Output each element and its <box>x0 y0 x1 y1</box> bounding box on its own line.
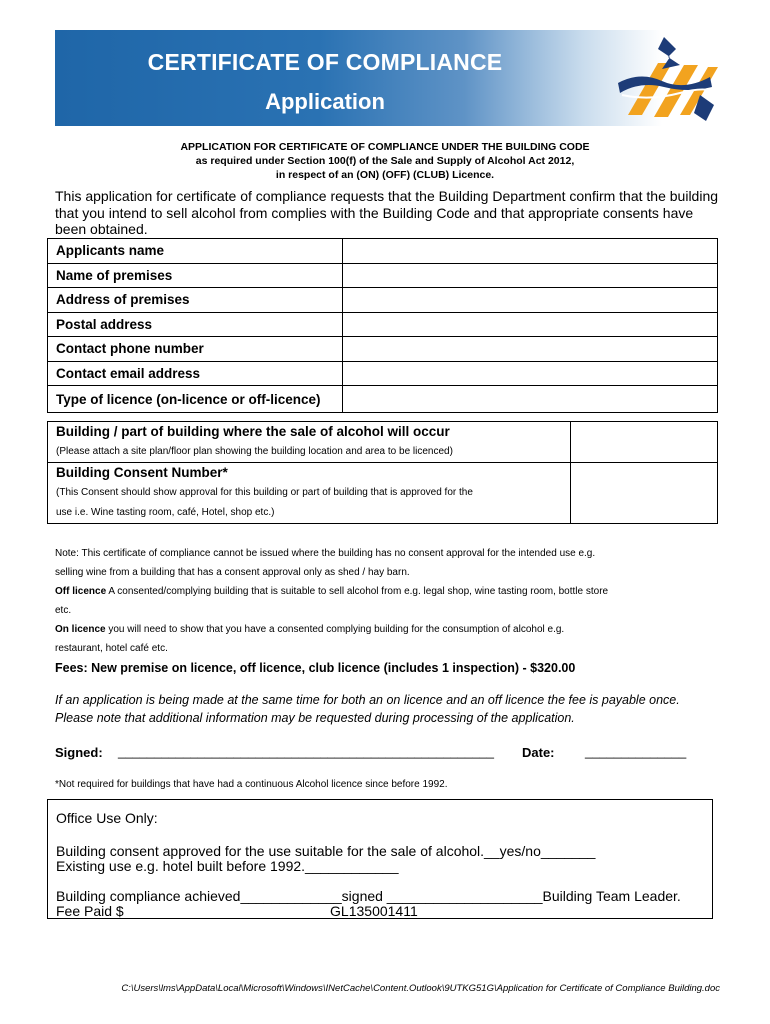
off-licence-label: Off licence <box>55 586 107 597</box>
phone-number-field[interactable] <box>343 337 718 362</box>
table-row <box>48 239 718 264</box>
italic-line-1: If an application is being made at the same time for both an on licence and an off licence the fee is payable once. <box>55 693 680 707</box>
heading-line-2: as required under Section 100(f) of the Sale and Supply of Alcohol Act 2012, <box>195 155 575 167</box>
table-row <box>48 288 718 313</box>
office-existing-use-line: Existing use e.g. hotel built before 1992.____________ <box>56 858 399 874</box>
on-licence-label: On licence <box>55 624 106 635</box>
premises-name-field[interactable] <box>343 263 718 288</box>
building-part-label: Building / part of building where the sale of alcohol will occur <box>56 424 450 439</box>
consent-note-line-2: use i.e. Wine tasting room, café, Hotel, shop etc.) <box>56 507 275 518</box>
banner-subtitle: Application <box>265 89 385 114</box>
heading-line-3: in respect of an (ON) (OFF) (CLUB) Licence. <box>275 169 495 181</box>
building-part-note: (Please attach a site plan/floor plan showing the building location and area to be licenced) <box>56 446 453 457</box>
council-logo-icon <box>610 35 720 125</box>
file-path-footer: C:\Users\lms\AppData\Local\Microsoft\Windows\INetCache\Content.Outlook\9UTKG51G\Application for Certificate of Compliance Building.doc <box>121 983 720 994</box>
field-label: Contact email address <box>48 361 343 386</box>
italic-line-2: Please note that additional information may be requested during processing of the application. <box>55 711 575 725</box>
consent-note-line-1: (This Consent should show approval for this building or part of building that is approved for the <box>56 487 473 498</box>
footnote: *Not required for buildings that have had a continuous Alcohol licence since before 1992. <box>55 779 448 790</box>
premises-address-field[interactable] <box>343 288 718 313</box>
fee-info-italic <box>55 691 725 727</box>
applicant-details-table <box>47 238 718 413</box>
building-part-cell <box>48 422 571 463</box>
building-part-field[interactable] <box>571 422 718 463</box>
table-row <box>48 361 718 386</box>
applicants-name-field[interactable] <box>343 239 718 264</box>
consent-number-field[interactable] <box>571 463 718 524</box>
signature-field[interactable]: ____________________________________________________ <box>118 744 494 759</box>
intro-paragraph: This application for certificate of compliance requests that the Building Department confirm that the building that you intend to sell alcohol from complies with the Building Code and that appropriate consents have been obtained. <box>55 188 719 237</box>
banner-title: CERTIFICATE OF COMPLIANCE <box>147 49 503 75</box>
office-fee-line: Fee Paid $ __________________________GL135001411 <box>56 903 418 919</box>
table-row <box>48 386 718 413</box>
on-licence-text: you will need to show that you have a consented complying building for the consumption of alcohol e.g. <box>105 624 565 635</box>
table-row <box>48 422 718 463</box>
field-label: Postal address <box>48 312 343 337</box>
email-address-field[interactable] <box>343 361 718 386</box>
field-label: Address of premises <box>48 288 343 313</box>
heading-line-1: APPLICATION FOR CERTIFICATE OF COMPLIANCE UNDER THE BUILDING CODE <box>180 141 590 153</box>
off-licence-note <box>55 582 715 601</box>
date-field[interactable]: ______________ <box>585 744 687 759</box>
note-line-2: selling wine from a building that has a consent approval only as shed / hay barn. <box>55 567 410 578</box>
field-label: Type of licence (on-licence or off-licence) <box>48 386 343 413</box>
office-use-title: Office Use Only: <box>56 810 158 826</box>
building-details-table <box>47 421 718 524</box>
note-line-1: Note: This certificate of compliance cannot be issued where the building has no consent approval for the intended use e.g. <box>55 548 596 559</box>
office-use-box <box>47 799 713 919</box>
table-row <box>48 463 718 524</box>
consent-number-label: Building Consent Number* <box>56 465 228 480</box>
note-section <box>55 544 715 658</box>
office-compliance-line: Building compliance achieved_____________signed ____________________Building Team Leader. <box>56 888 681 904</box>
signed-label: Signed: <box>55 745 103 760</box>
field-label: Contact phone number <box>48 337 343 362</box>
date-label: Date: <box>522 745 555 760</box>
fees-text: Fees: New premise on licence, off licence, club licence (includes 1 inspection) - $320.00 <box>55 661 576 675</box>
table-row <box>48 337 718 362</box>
off-licence-text: A consented/complying building that is suitable to sell alcohol from e.g. legal shop, wine tasting room, bottle store <box>106 586 609 597</box>
off-licence-text-2: etc. <box>55 605 72 616</box>
on-licence-text-2: restaurant, hotel café etc. <box>55 643 168 654</box>
table-row <box>48 312 718 337</box>
field-label: Name of premises <box>48 263 343 288</box>
field-label: Applicants name <box>48 239 343 264</box>
form-heading <box>55 140 715 182</box>
on-licence-note <box>55 620 715 639</box>
licence-type-field[interactable] <box>343 386 718 413</box>
table-row <box>48 263 718 288</box>
consent-number-cell <box>48 463 571 524</box>
office-consent-line: Building consent approved for the use suitable for the sale of alcohol.__yes/no_______ <box>56 843 596 859</box>
postal-address-field[interactable] <box>343 312 718 337</box>
